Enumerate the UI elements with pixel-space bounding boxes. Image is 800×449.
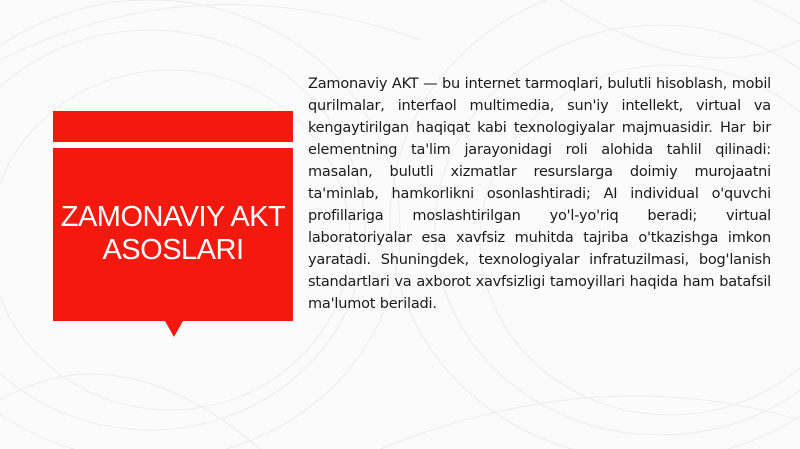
accent-band <box>53 111 293 142</box>
slide-title: ZAMONAVIY AKT ASOSLARI <box>60 200 286 266</box>
title-callout <box>53 148 293 321</box>
body-paragraph: Zamonaviy AKT — bu internet tarmoqlari, bulutli hisoblash, mobil qurilmalar, interfaol multimedia, sun'iy intellekt, virtual va kengaytirilgan haqiqat kabi texnologiyalar majmuasidir. Har bir elementning ta'lim jarayonidagi roli alohida tahlil qilinadi: masalan, bulutli xizmatlar resurslarga doimiy murojaatni ta'minlab, hamkorlikni osonlashtiradi; AI individual o'quvchi profillariga moslashtirilgan yo'l-yo'riq beradi; virtual laboratoriyalar esa xavfsiz muhitda tajriba o'tkazishga imkon yaratadi. Shuningdek, texnologiyalar infratuzilmasi, bog'lanish standartlari va axborot xavfsizligi tamoyillari haqida ham batafsil ma'lumot beriladi. <box>308 76 771 312</box>
